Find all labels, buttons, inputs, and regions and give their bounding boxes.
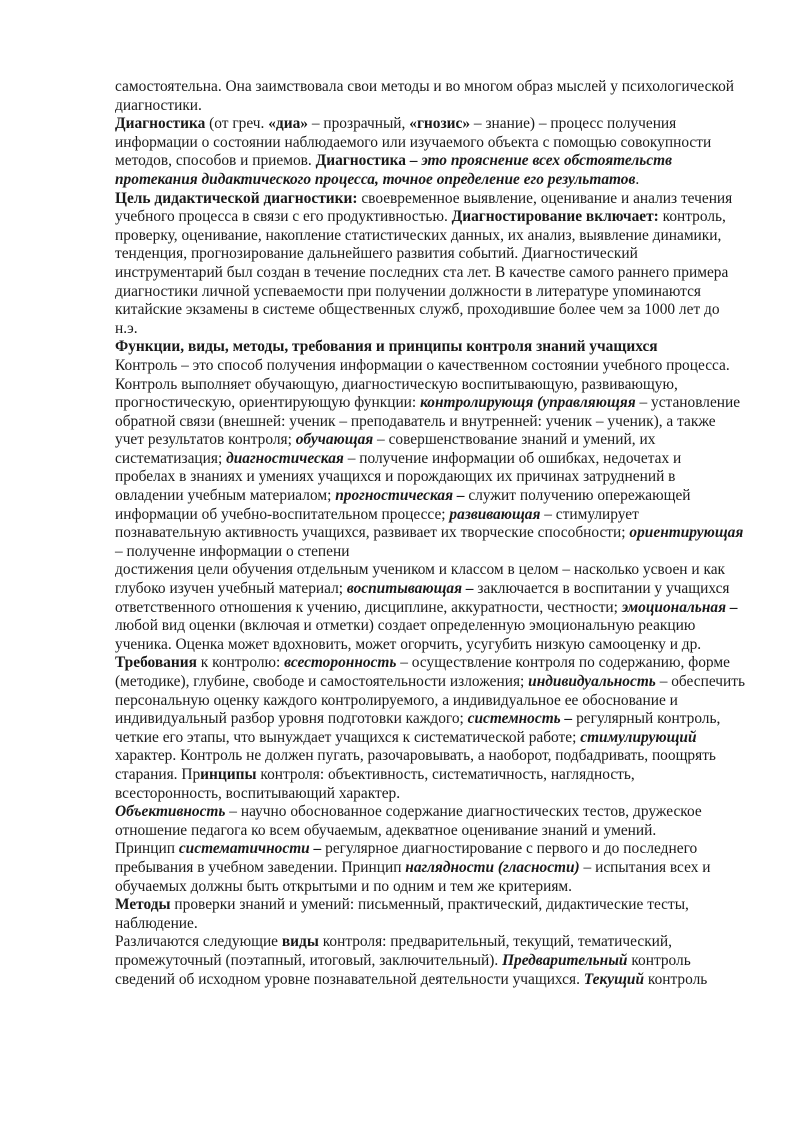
text-run: контроля: предварительный, текущий, тематический, промежуточный (поэтапный, итоговый, заключительный). <box>115 933 672 969</box>
emphasized-text-run: диагностическая <box>226 449 344 467</box>
emphasized-text-run: системность – <box>467 710 577 728</box>
text-run: проверки знаний и умений: письменный, практический, дидактические тесты, наблюдение. <box>115 896 689 932</box>
text-run: . <box>635 170 640 188</box>
emphasized-text-run: Диагностирование включает: <box>451 208 659 226</box>
text-run: контроля: объективность, систематичность, наглядность, всесторонность, воспитывающий характер. <box>115 765 635 802</box>
emphasized-text-run: Предварительный <box>502 951 628 969</box>
text-run: – испытания всех и обучаемых должны быть открытыми и по одним и тем же критериям. <box>115 858 711 895</box>
emphasized-text-run: контролирующя (управляющяя <box>420 394 636 412</box>
text-run: своевременное выявление, оценивание и анализ течения учебного процесса в связи с его продуктивностью. <box>115 189 733 226</box>
emphasized-text-run: Цель дидактической диагностики: <box>115 189 358 207</box>
text-run: – осуществление контроля по содержанию, форме (методике), глубине, свободе и самостоятельности изложения; <box>115 654 730 690</box>
text-run: – совершенствование знаний и умений, их систематизация; <box>115 431 656 467</box>
emphasized-text-run: воспитывающая – <box>346 580 478 598</box>
emphasized-text-run: Методы <box>115 896 171 914</box>
text-run: контроль сведений об исходном уровне познавательной деятельности учащихся. <box>115 951 691 988</box>
emphasized-text-run: развивающая <box>449 505 541 523</box>
emphasized-text-run: Диагностика <box>115 115 206 133</box>
text-run: служит получению опережающей информации об учебно-воспитательном процессе; <box>115 487 691 523</box>
text-run: достижения цели обучения отдельным учеником и классом в целом – насколько усвоен и как глубоко изучен учебный материал; <box>115 561 726 598</box>
paragraph <box>115 78 745 115</box>
text-run: Различаются следующие <box>115 933 282 951</box>
paragraph <box>115 357 745 562</box>
emphasized-text-run: это прояснение всех обстоятельств протекания дидактического процесса, точное определение его результатов <box>115 152 672 188</box>
emphasized-text-run: Функции, виды, методы, требования и принципы контроля знаний учащихся <box>115 338 658 356</box>
text-run: контроль <box>644 970 708 988</box>
emphasized-text-run: прогностическая – <box>335 487 469 505</box>
paragraph <box>115 896 745 933</box>
emphasized-text-run: всесторонность <box>284 654 397 672</box>
emphasized-text-run: стимулирующий <box>580 728 697 746</box>
emphasized-text-run: виды <box>281 933 319 951</box>
emphasized-text-run: «диа» <box>268 115 308 133</box>
text-run: – научно обоснованное содержание диагностических тестов, дружеское отношение педагога ко всем обучаемым, адекватное оценивание знаний и умений. <box>115 803 702 839</box>
emphasized-text-run: систематичности – <box>178 840 326 858</box>
emphasized-text-run: Требования <box>115 654 197 672</box>
paragraph <box>115 840 745 896</box>
paragraph <box>115 338 745 357</box>
emphasized-text-run: эмоциональная – <box>621 598 738 616</box>
emphasized-text-run: Объективность <box>115 803 226 821</box>
text-run: заключается в воспитании у учащихся ответственного отношения к учению, дисциплине, аккуратности, честности; <box>115 580 730 616</box>
text-run: Контроль – это способ получения информации о качественном состоянии учебного процесса. Контроль выполняет обучающую, диагностическую воспитывающую, развивающую, прогностическую, ориентирующую функции: <box>115 356 730 412</box>
text-run: к контролю: <box>196 654 285 672</box>
document-page <box>115 78 745 989</box>
text-run: – стимулирует познавательную активность учащихся, развивает их творческие способности; <box>115 505 639 542</box>
paragraph <box>115 933 745 989</box>
text-run: самостоятельна. Она заимствовала свои методы и во многом образ мыслей у психологической диагностики. <box>115 78 735 114</box>
text-run: Принцип <box>115 840 179 858</box>
emphasized-text-run: обучающая <box>295 431 374 449</box>
paragraph <box>115 190 745 339</box>
text-run: регулярное диагностирование с первого и до последнего пребывания в учебном заведении. Принцип <box>115 840 698 876</box>
text-run: регулярный контроль, четкие его этапы, что вынуждает учащихся к систематической работе; <box>115 710 721 746</box>
text-run: (от греч. <box>205 115 269 133</box>
text-run: – установление обратной связи (внешней: ученик – преподаватель и внутренней: ученик – ученик), а также учет результатов контроля; <box>115 394 741 449</box>
text-run: – знание) – процесс получения информации о состоянии наблюдаемого или изучаемого объекта с помощью совокупности методов, способов и приемов. <box>115 115 712 170</box>
emphasized-text-run: Диагностика – <box>315 152 422 170</box>
text-run: контроль, проверку, оценивание, накопление статистических данных, их анализ, выявление динамики, тенденция, прогнозирование дальнейшего развития событий. Диагностический инструментарий был создан в течение последних ста лет. В качестве самого раннего примера диагностики личной успеваемости при получении должности в литературе упоминаются китайские экзамены в системе общественных служб, проходившие более чем за 1000 лет до н.э. <box>115 208 729 337</box>
text-run: – прозрачный, <box>307 115 410 133</box>
emphasized-text-run: наглядности (гласности) <box>405 858 580 876</box>
paragraph <box>115 561 745 803</box>
emphasized-text-run: ориентирующая <box>629 524 744 542</box>
text-run: – обеспечить персональную оценку каждого контролируемого, а индивидуальное ее обоснование и индивидуальный разбор уровня подготовки каждого; <box>115 673 746 728</box>
text-run: – полученне информации о степени <box>115 542 350 560</box>
paragraph <box>115 803 745 840</box>
paragraph <box>115 115 745 189</box>
text-run: характер. Контроль не должен пугать, разочаровывать, а наоборот, подбадривать, поощрять старания. Пр <box>115 747 716 783</box>
text-run: – получение информации об ошибках, недочетах и пробелах в знаниях и умениях учащихся и порождающих их причинах затруднений в овладении учебным материалом; <box>115 449 682 505</box>
emphasized-text-run: «гнозис» <box>409 115 471 133</box>
text-run: любой вид оценки (включая и отметки) создает определенную эмоциональную реакцию ученика. Оценка может вдохновить, может огорчить, усугубить низкую самооценку и др. <box>115 617 702 653</box>
emphasized-text-run: Текущий <box>583 970 645 988</box>
emphasized-text-run: индивидуальность <box>528 673 656 690</box>
emphasized-text-run: инципы <box>200 765 257 783</box>
